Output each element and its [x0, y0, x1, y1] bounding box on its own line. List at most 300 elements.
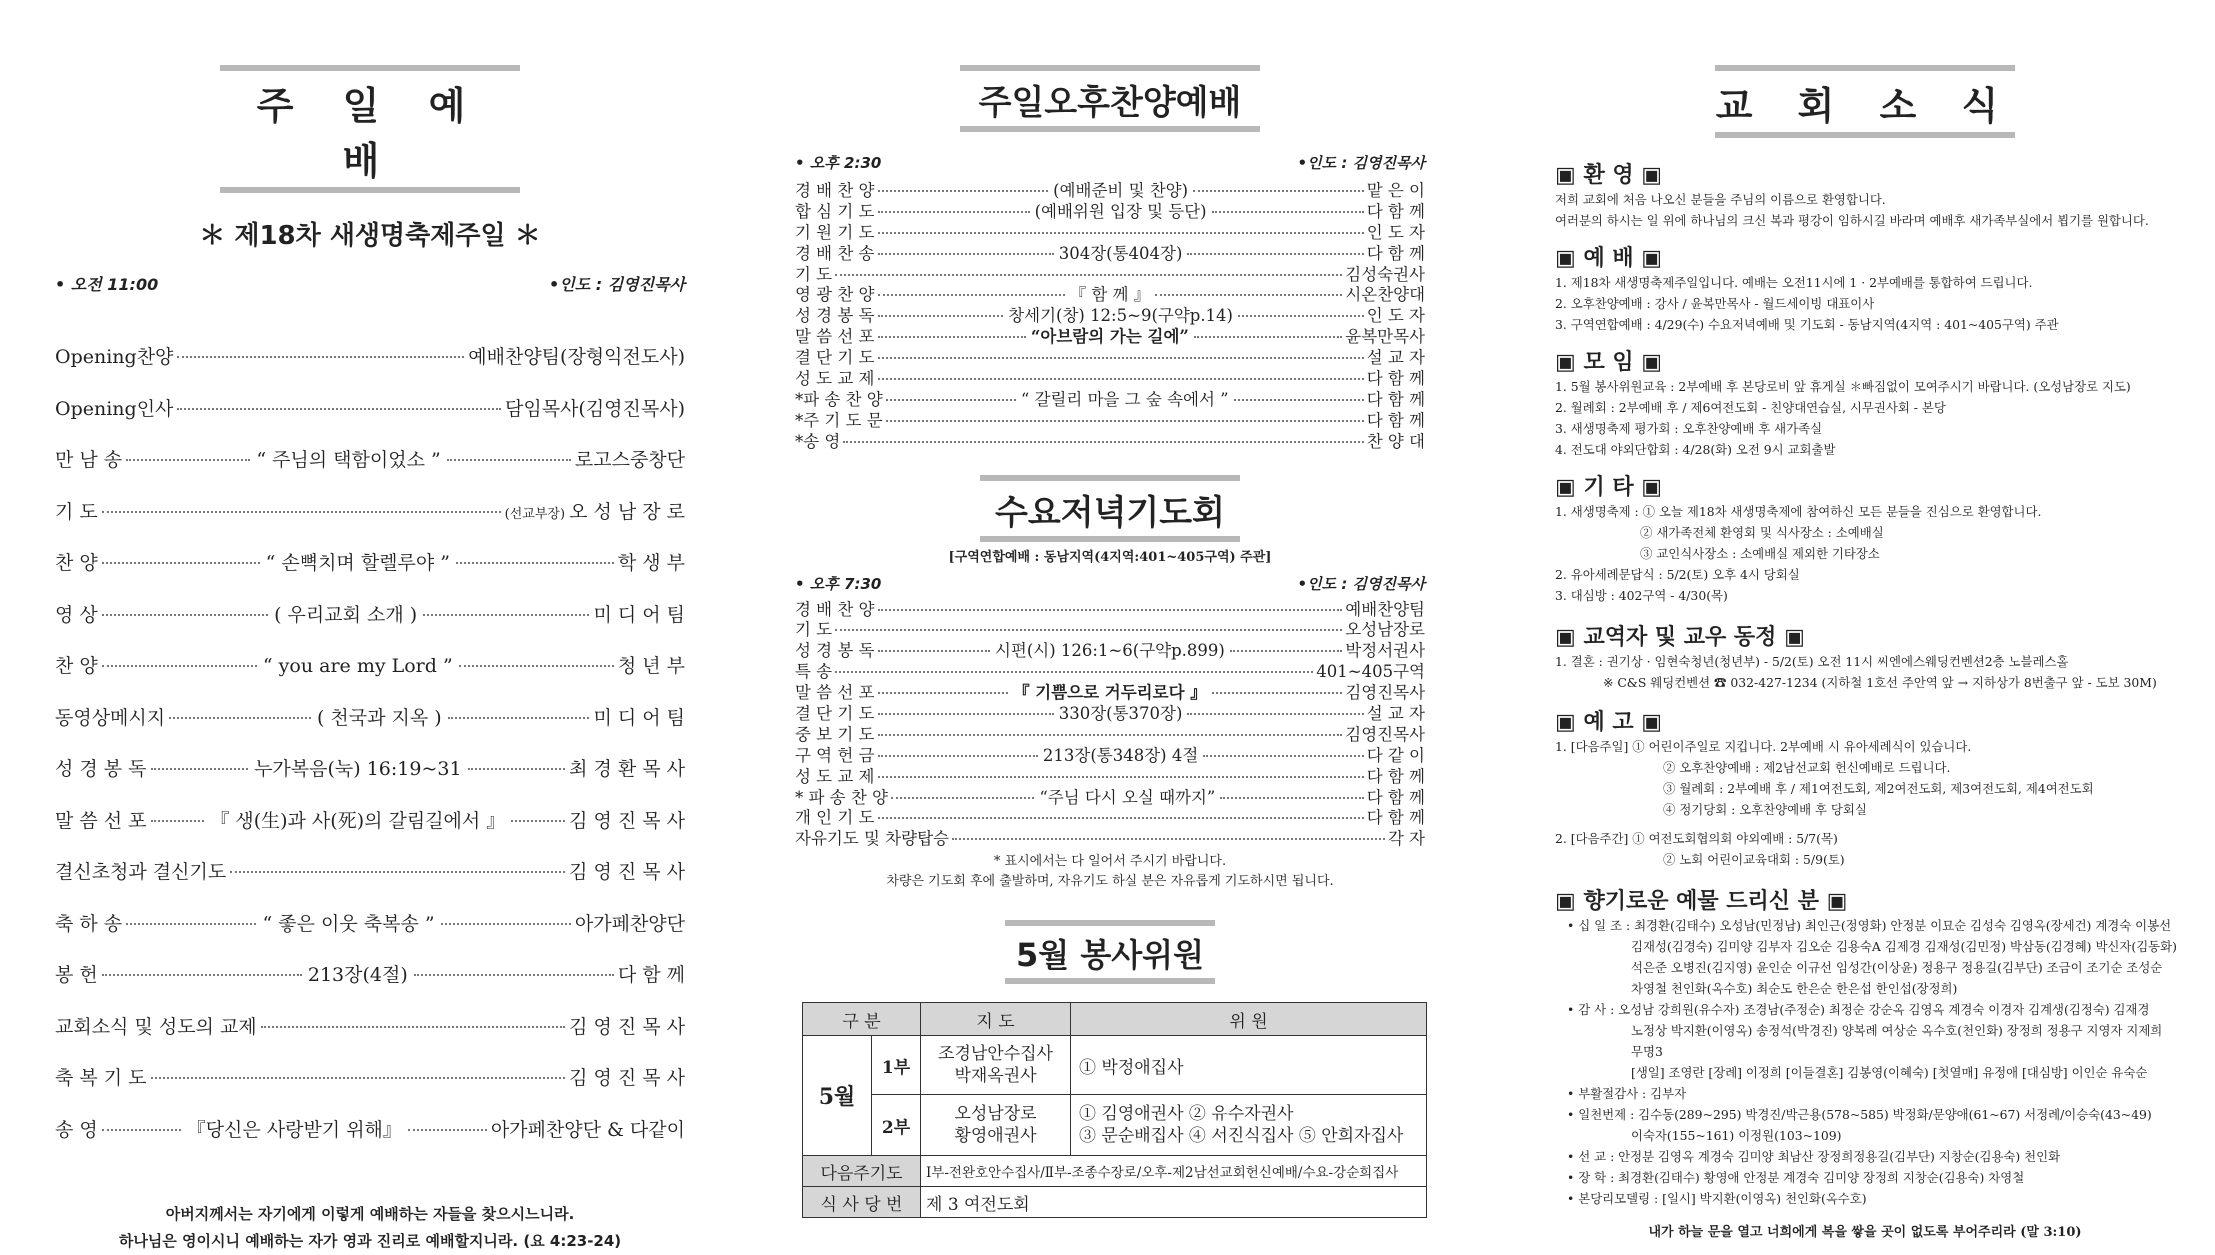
members-2: [1071, 1095, 1427, 1156]
leader-dots: [177, 356, 464, 358]
order-person: 담임목사(김영진목사): [504, 397, 685, 420]
order-content: 『 생(生)과 사(死)의 갈림길에서 』: [210, 809, 506, 832]
order-label: 성 도 교 제: [795, 369, 875, 389]
order-label: 기 원 기 도: [795, 222, 875, 242]
order-person: 김 영 진 목 사: [569, 861, 685, 883]
order-person: 설 교 자: [1366, 348, 1425, 368]
etc-heading: ▣ 기 타 ▣: [1555, 475, 1663, 500]
order-label: 결 단 기 도: [795, 348, 875, 368]
order-person: 찬 양 대: [1366, 431, 1425, 451]
leader-dots: [408, 1129, 487, 1131]
order-person: 학 생 부: [617, 552, 686, 574]
verse-line-1: 아버지께서는 자기에게 이렇게 예배하는 자들을 찾으시느니라.: [165, 1205, 575, 1223]
col-members: 위 원: [1071, 1003, 1427, 1036]
wednesday-meta: [795, 573, 1425, 594]
order-row: [55, 394, 685, 446]
order-person: 김영진목사: [1345, 683, 1426, 703]
order-person: 인 도 자: [1366, 222, 1425, 242]
note-2: 차량은 기도회 후에 출발하며, 자유기도 하실 분은 자유롭게 기도하시면 됩니다.: [886, 874, 1334, 890]
leader-dots: [1230, 650, 1342, 652]
guide-2-name-b: 황영애권사: [954, 1126, 1037, 1147]
meal-value: 제 3 여전도회: [921, 1187, 1427, 1218]
order-content: ( 우리교회 소개 ): [274, 603, 418, 626]
leader-dots: [1234, 399, 1364, 401]
order-label: 말 씀 선 포: [795, 683, 875, 703]
order-row: [795, 596, 1425, 617]
leader-dots: [891, 797, 1034, 799]
order-person: 미 디 어 팀: [593, 706, 686, 729]
leader-dots: [878, 713, 1054, 715]
members-2-line-b: ③ 문순배집사 ④ 서진식집사 ⑤ 안희자집사: [1079, 1126, 1404, 1147]
order-row: [55, 600, 685, 652]
guide-2: [921, 1095, 1071, 1156]
table-row: [803, 1036, 1427, 1095]
order-row: [795, 679, 1426, 703]
order-person: 로고스중창단: [574, 449, 686, 471]
order-content: 330장(통370장): [1058, 704, 1183, 724]
leader-dots: [1155, 294, 1342, 296]
leader-dots: [878, 650, 990, 652]
order-person: 설 교 자: [1366, 704, 1425, 724]
leader-dots: [878, 609, 1343, 611]
leader-dots: [878, 357, 1364, 359]
leader-dots: [878, 211, 1030, 213]
order-label: 성 도 교 제: [795, 766, 875, 786]
leader-dots: [835, 274, 1342, 276]
order-person: 다 함 께: [1366, 766, 1425, 786]
news-title: 교 회 소 식: [1715, 65, 2015, 138]
notice-line-5: 2. [다음주간] ① 여전도회협의회 야외예배 : 5/7(목): [1555, 831, 1838, 846]
notice-line-2: ② 오후찬양예배 : 제2남선교회 헌신예배로 드립니다.: [1663, 760, 1951, 775]
leader-dots: [835, 629, 1342, 631]
worship-heading: ▣ 예 배 ▣: [1555, 246, 1663, 271]
leader-dots: [102, 511, 501, 513]
offering-line: • 선 교 : 안정분 김영옥 계경숙 김미양 최남산 장정희정용길(김부단) 지창순(김용숙) 천인화: [1567, 1149, 2061, 1164]
leader-dots: [459, 665, 614, 667]
leader-dots: [878, 336, 1026, 338]
wednesday-time: • 오후 7:30: [795, 574, 882, 593]
order-person: 오성남장로: [1345, 620, 1425, 640]
welcome-line-2: 여러분의 하시는 일 위에 하나님의 크신 복과 평강이 임하시길 바라며 예배후 새가족부실에서 뵙기를 원합니다.: [1555, 213, 2149, 228]
staff-heading: ▣ 교역자 및 교우 동정 ▣: [1555, 625, 1805, 650]
leader-dots: [1220, 797, 1363, 799]
order-person: 청 년 부: [617, 655, 685, 677]
offering-list: [1545, 915, 2185, 1209]
verse-line-2: 하나님은 영이시니 예배하는 자가 영과 진리로 예배할지니라. (요 4:23-24): [118, 1232, 622, 1250]
leader-dots: [886, 420, 1364, 422]
order-row: [55, 909, 685, 961]
leader-dots: [1187, 253, 1363, 255]
order-row: [795, 804, 1425, 828]
order-content: ( 천국과 지옥 ): [316, 706, 442, 729]
order-row: [55, 497, 685, 549]
order-row: [795, 386, 1425, 407]
wednesday-title: 수요저녁기도회: [980, 475, 1240, 542]
month-cell: [803, 1036, 921, 1156]
offering-line: • 감 사 : 오성남 강희원(유수자) 조경남(주정순) 최정순 강순옥 김영옥 계경숙 이경자 김계생(김정숙) 김재경: [1567, 1002, 2150, 1017]
order-row: [795, 365, 1425, 389]
order-content: 창세기(창) 12:5~9(구약p.14): [1008, 306, 1233, 326]
order-person: 예배찬양팀: [1345, 599, 1425, 619]
leader-dots: [878, 378, 1364, 380]
afternoon-column: [795, 0, 1425, 1218]
leader-dots: [1187, 713, 1363, 715]
order-row: [795, 261, 1425, 282]
offering-line: • 본당리모델링 : [일시] 박지환(이영옥) 천인화(옥수호): [1567, 1191, 1867, 1206]
leader-dots: [878, 253, 1054, 255]
sunday-leader: •인도 : 김영진목사: [549, 275, 685, 294]
order-row: [795, 825, 1425, 849]
order-person: 인 도 자: [1366, 306, 1425, 326]
offering-line: 이숙자(155~161) 이정원(103~109): [1631, 1128, 1842, 1143]
order-row: [795, 240, 1425, 261]
leader-dots: [878, 294, 1065, 296]
order-row: [55, 342, 685, 394]
sunday-meta: [55, 272, 685, 295]
order-person: 다 함 께: [1366, 808, 1425, 828]
order-person: 박정서권사: [1345, 641, 1426, 661]
leader-dots: [952, 838, 1385, 840]
order-label: 성 경 봉 독: [795, 306, 875, 326]
offering-line: • 일천번제 : 김수동(289~295) 박경진/박근용(578~585) 박정화/문양애(61~67) 서정례/이승숙(43~49): [1567, 1107, 2152, 1122]
leader-dots: [878, 232, 1364, 234]
order-label: 송 영: [55, 1118, 98, 1141]
order-label: 말 씀 선 포: [55, 809, 147, 832]
offering-line: • 부활절감사 : 김부자: [1567, 1086, 1687, 1101]
afternoon-leader: •인도 : 김영진목사: [1297, 154, 1425, 172]
members-2-line-a: ① 김영애권사 ② 유수자권사: [1079, 1104, 1294, 1125]
order-person: 김성숙권사: [1345, 264, 1425, 284]
notice-line-6: ② 노회 어린이교육대회 : 5/9(토): [1663, 852, 1845, 867]
order-row: [795, 198, 1425, 219]
leader-dots: [423, 614, 589, 616]
staff-line-2: ※ C&S 웨딩컨벤션 ☎ 032-427-1234 (지하철 1호선 주안역 앞 → 지하상가 8번출구 앞 - 도보 30M): [1603, 675, 2157, 690]
leader-dots: [1212, 692, 1343, 694]
leader-dots: [151, 820, 205, 822]
etc-line-1: 1. 새생명축제 : ① 오늘 제18차 새생명축제에 참여하신 모든 분들을 진심으로 환영합니다.: [1555, 504, 2042, 519]
next-prayer-value: Ⅰ부-전완호안수집사/Ⅱ부-조종수장로/오후-제2남선교회헌신예배/수요-강순희집사: [921, 1156, 1427, 1187]
leader-dots: [102, 1129, 181, 1131]
order-content: “ 주님의 택함이었소 ”: [256, 449, 441, 471]
afternoon-meta: [795, 152, 1425, 173]
wednesday-leader: •인도 : 김영진목사: [1297, 574, 1425, 593]
order-label: 만 남 송: [55, 449, 123, 471]
order-row: [55, 703, 685, 755]
leader-dots: [878, 692, 1009, 694]
order-label: 성 경 봉 독: [795, 641, 875, 661]
order-row: [795, 637, 1426, 661]
month-label: 5월: [803, 1036, 872, 1155]
afternoon-time: • 오후 2:30: [795, 154, 882, 172]
leader-dots: [1212, 211, 1364, 213]
order-row: [795, 344, 1425, 368]
order-row: [55, 1115, 685, 1167]
order-person: 오 성 남 장 로: [569, 500, 685, 523]
order-row: [55, 548, 685, 600]
order-row: [795, 700, 1425, 724]
order-label: 자유기도 및 차량탑승: [795, 829, 949, 849]
order-label: 영 광 찬 양: [795, 285, 875, 305]
order-label: *송 영: [795, 431, 841, 451]
offering-line: 차영철 천인화(옥수호) 최순도 한은순 한은섭 한인섭(장정희): [1631, 981, 1958, 996]
order-label: 찬 양: [55, 655, 98, 677]
etc-line-5: 3. 대심방 : 402구역 - 4/30(목): [1555, 588, 1728, 603]
order-row: [795, 407, 1425, 428]
order-person: 다 함 께: [1366, 787, 1425, 807]
afternoon-order-list: [795, 177, 1425, 449]
order-person: 아가페찬양단: [574, 912, 686, 935]
leader-dots: [151, 1077, 566, 1079]
order-label: 개 인 기 도: [795, 808, 875, 828]
offering-line: 노정상 박지환(이영옥) 송정석(박경진) 양복례 여상순 옥수호(천인화) 장정희 정용구 지영자 지제희: [1631, 1023, 2163, 1038]
order-row: [55, 960, 685, 1012]
meeting-line-1: 1. 5월 봉사위원교육 : 2부예배 후 본당로비 앞 휴게실 ＊빠짐없이 모여주시기 바랍니다. (오성남장로 지도): [1555, 379, 2131, 394]
sunday-verse: [55, 1201, 685, 1255]
order-label: *파 송 찬 양: [795, 389, 883, 409]
order-content: 304장(통404장): [1058, 243, 1183, 263]
order-person: 다 함 께: [1366, 369, 1425, 389]
guide-1-name-a: 조경남안수집사: [938, 1044, 1053, 1065]
order-person: 각 자: [1387, 829, 1425, 849]
order-label: Opening인사: [55, 397, 174, 420]
order-content: 『 함 께 』: [1069, 285, 1151, 305]
may-service-table: [802, 1002, 1427, 1218]
sunday-subtitle: ＊ 제18차 새생명축제주일 ＊: [199, 221, 541, 251]
leader-dots: [126, 459, 250, 461]
leader-dots: [448, 717, 590, 719]
news-column: [1545, 0, 2185, 1240]
order-row: [55, 445, 685, 497]
order-row: [795, 177, 1425, 198]
wednesday-subtitle: [구역연합예배 : 동남지역(4지역:401~405구역) 주관]: [948, 549, 1272, 565]
order-label: 동영상메시지: [55, 706, 166, 729]
leader-dots: [878, 734, 1343, 736]
guide-1: [921, 1036, 1071, 1095]
leader-dots: [177, 408, 501, 410]
order-content: 누가복음(눅) 16:19~31: [254, 758, 462, 780]
worship-line-1: 1. 제18차 새생명축제주일입니다. 예배는 오전11시에 1 · 2부예배를 통합하여 드립니다.: [1555, 275, 2033, 290]
meeting-line-3: 3. 새생명축제 평가회 : 오후찬양예배 후 새가족실: [1555, 421, 1823, 436]
table-row: [803, 1187, 1427, 1218]
leader-dots: [878, 817, 1364, 819]
order-content: “주님 다시 오실 때까지”: [1039, 787, 1216, 807]
leader-dots: [169, 717, 311, 719]
leader-dots: [878, 190, 1049, 192]
order-person: 401~405구역: [1316, 662, 1425, 682]
etc-line-4: 2. 유아세례문답식 : 5/2(토) 오후 4시 당회실: [1555, 567, 1800, 582]
meeting-line-4: 4. 전도대 야외단합회 : 4/28(화) 오전 9시 교회출발: [1555, 442, 1836, 457]
leader-dots: [878, 315, 1004, 317]
order-label: 축 하 송: [55, 912, 123, 935]
order-label: 경 배 찬 양: [795, 181, 875, 200]
order-label: 축 복 기 도: [55, 1067, 147, 1089]
leader-dots: [261, 1026, 565, 1028]
order-content: 213장(통348장) 4절: [1042, 745, 1199, 765]
leader-dots: [447, 459, 571, 461]
part-2: 2부: [881, 1117, 911, 1138]
table-header: [803, 1003, 1427, 1036]
order-person: 시온찬양대: [1345, 285, 1426, 305]
order-row: [795, 784, 1425, 805]
offering-line: • 장 학 : 최경환(김태수) 황영애 안정분 계경숙 김미양 장정희 지창순(김용숙) 차영철: [1567, 1170, 2025, 1185]
notice-line-3: ③ 월례회 : 2부예배 후 / 제1여전도회, 제2여전도회, 제3여전도회, 제4여전도회: [1663, 781, 2094, 796]
staff-line-1: 1. 결혼 : 권기상 · 임현숙청년(청년부) - 5/2(토) 오전 11시 씨엔에스웨딩컨벤션2층 노블레스홀: [1555, 654, 2069, 669]
order-row: [795, 658, 1425, 682]
note-1: * 표시에서는 다 일어서 주시기 바랍니다.: [993, 854, 1227, 870]
leader-dots: [835, 671, 1313, 673]
order-label: 합 심 기 도: [795, 201, 875, 221]
order-row: [795, 763, 1425, 784]
order-row: [55, 651, 685, 703]
order-label: 기 도: [795, 264, 833, 284]
leader-dots: [1194, 336, 1342, 338]
order-person: 다 함 께: [1366, 410, 1425, 430]
order-label: 구 역 헌 금: [795, 745, 875, 765]
order-label: 경 배 찬 양: [795, 599, 875, 619]
order-person: 다 함 께: [1366, 201, 1425, 221]
order-person: 다 함 께: [1366, 389, 1426, 409]
order-label: 결 단 기 도: [795, 704, 875, 724]
worship-line-2: 2. 오후찬양예배 : 강사 / 윤복만목사 - 월드세이빙 대표이사: [1555, 296, 1875, 311]
leader-dots: [414, 974, 614, 976]
offering-line: 무명3: [1631, 1044, 1663, 1059]
leader-dots: [456, 562, 614, 564]
order-label: 경 배 찬 송: [795, 243, 875, 263]
order-person: 다 함 께: [1366, 243, 1425, 263]
order-label: 기 도: [55, 500, 98, 523]
order-label: Opening찬양: [55, 346, 174, 368]
welcome-heading: ▣ 환 영 ▣: [1555, 163, 1663, 188]
order-label: 중 보 기 도: [795, 724, 875, 744]
order-row: [795, 219, 1425, 240]
order-content: 213장(4절): [307, 964, 408, 986]
offering-line: [생일] 조영란 [장례] 이정희 [이들결혼] 김봉영(이혜숙) [첫열매] 유정애 [대심방] 이인순 유숙순: [1631, 1065, 2148, 1080]
leader-dots: [878, 755, 1038, 757]
leader-dots: [441, 923, 571, 925]
guide-1-name-b: 박재옥권사: [954, 1066, 1037, 1087]
order-person: 김영진목사: [1345, 724, 1425, 744]
leader-dots: [230, 871, 565, 873]
table-row: [803, 1156, 1427, 1187]
order-row: [795, 302, 1425, 326]
wednesday-order-list: [795, 596, 1425, 847]
order-person: 최 경 환 목 사: [569, 758, 686, 780]
leader-dots: [886, 399, 1016, 401]
order-label: 영 상: [55, 603, 98, 626]
welcome-line-1: 저희 교회에 처음 나오신 분들을 주님의 이름으로 환영합니다.: [1555, 192, 1886, 207]
leader-dots: [1193, 190, 1364, 192]
leader-dots: [878, 776, 1364, 778]
order-label: 결신초청과 결신기도: [55, 861, 227, 883]
offering-line: • 십 일 조 : 최경환(김태수) 오성남(민정남) 최인근(정영화) 안정분 이묘순 김성숙 김영옥(장세건) 계경숙 이봉선: [1567, 918, 2172, 933]
order-content: “ 갈릴리 마을 그 숲 속에서 ”: [1020, 389, 1229, 409]
order-content: 『당신은 사랑받기 위해』: [186, 1118, 402, 1141]
order-person: 김 영 진 목 사: [569, 809, 686, 832]
order-label: 교회소식 및 성도의 교제: [55, 1015, 257, 1038]
order-row: [55, 1063, 685, 1115]
order-row: [795, 323, 1425, 347]
order-person: 맡 은 이: [1366, 181, 1425, 200]
leader-dots: [126, 923, 256, 925]
order-label: 기 도: [795, 620, 833, 640]
order-row: [795, 281, 1426, 305]
order-label: 성 경 봉 독: [55, 758, 147, 780]
meeting-heading: ▣ 모 임 ▣: [1555, 350, 1663, 375]
offering-heading: ▣ 향기로운 예물 드리신 분 ▣: [1555, 889, 1848, 914]
order-label: 말 씀 선 포: [795, 327, 875, 347]
offering-line: 석은준 오병진(김지영) 윤인순 이규선 임성간(이상윤) 정용구 정용길(김부단) 조금이 조기순 조성순: [1631, 960, 2163, 975]
etc-line-3: ③ 교인식사장소 : 소예배실 제외한 기타장소: [1640, 546, 1880, 561]
order-content: “ 좋은 이웃 축복송 ”: [262, 912, 435, 935]
order-row: [55, 754, 685, 806]
sunday-order-list: [55, 342, 685, 1166]
notice-heading: ▣ 예 고 ▣: [1555, 710, 1663, 735]
guide-2-name-a: 오성남장로: [954, 1104, 1037, 1125]
leader-dots: [102, 562, 260, 564]
order-person: 김 영 진 목 사: [569, 1015, 685, 1038]
may-title: 5월 봉사위원: [1005, 920, 1215, 984]
order-note: (선교부장): [504, 506, 566, 522]
order-row: [795, 742, 1425, 763]
sunday-title: 주 일 예 배: [220, 65, 520, 193]
order-content: “ you are my Lord ”: [262, 655, 453, 677]
leader-dots: [151, 768, 249, 770]
order-person: 윤복만목사: [1345, 327, 1425, 347]
order-person: 다 같 이: [1366, 745, 1425, 765]
order-label: 찬 양: [55, 552, 98, 574]
order-person: 김 영 진 목 사: [569, 1067, 685, 1089]
order-person: 미 디 어 팀: [593, 603, 685, 626]
closing-verse: 내가 하늘 문을 열고 너희에게 복을 쌓을 곳이 없도록 부어주리라 (말 3:10): [1648, 1225, 2082, 1240]
notice-line-4: ④ 정기당회 : 오후찬양예배 후 당회실: [1663, 802, 1867, 817]
order-content: (예배위원 입장 및 등단): [1034, 201, 1207, 221]
sunday-worship-column: [55, 0, 685, 1255]
order-content: “아브람의 가는 길에”: [1030, 327, 1189, 347]
leader-dots: [511, 820, 565, 822]
order-person: 다 함 께: [617, 964, 686, 986]
order-row: [55, 1012, 685, 1064]
meeting-line-2: 2. 월례회 : 2부예배 후 / 제6여전도회 - 친양대연습실, 시무권사회 - 본당: [1555, 400, 1946, 415]
order-row: [55, 857, 685, 909]
col-guide: 지 도: [921, 1003, 1071, 1036]
wednesday-notes: [795, 852, 1425, 892]
worship-line-3: 3. 구역연합예배 : 4/29(수) 수요저녁예배 및 기도회 - 동남지역(4지역 : 401~405구역) 주관: [1555, 317, 2059, 332]
etc-line-2: ② 새가족전체 환영회 및 식사장소 : 소예배실: [1640, 525, 1884, 540]
order-content: 시편(시) 126:1~6(구약p.899): [994, 641, 1225, 661]
order-label: 특 송: [795, 662, 833, 682]
leader-dots: [1203, 755, 1363, 757]
order-person: 아가페찬양단 & 다같이: [490, 1118, 685, 1141]
part-1: 1부: [872, 1036, 920, 1095]
order-content: 『 기쁨으로 거두리로다 』: [1013, 683, 1207, 703]
leader-dots: [1238, 315, 1364, 317]
sunday-time: • 오전 11:00: [55, 275, 159, 294]
order-label: 봉 헌: [55, 964, 98, 986]
leader-dots: [102, 974, 302, 976]
order-person: 예배찬양팀(장형익전도사): [468, 346, 685, 368]
leader-dots: [843, 441, 1363, 443]
col-division: 구 분: [803, 1003, 921, 1036]
afternoon-title: 주일오후찬양예배: [960, 65, 1260, 132]
order-row: [55, 806, 685, 858]
order-content: “ 손뼉치며 할렐루야 ”: [265, 552, 450, 574]
next-prayer-label: 다음주기도: [803, 1156, 921, 1187]
order-content: (예배준비 및 찬양): [1053, 181, 1189, 200]
leader-dots: [468, 768, 566, 770]
order-label: *주 기 도 문: [795, 410, 883, 430]
offering-line: 김재성(김경숙) 김미양 김부자 김오순 김용숙A 김제경 김재성(김민정) 박삼동(김경혜) 박신자(김동화): [1631, 939, 2177, 954]
members-1: ① 박정애집사: [1071, 1036, 1427, 1095]
